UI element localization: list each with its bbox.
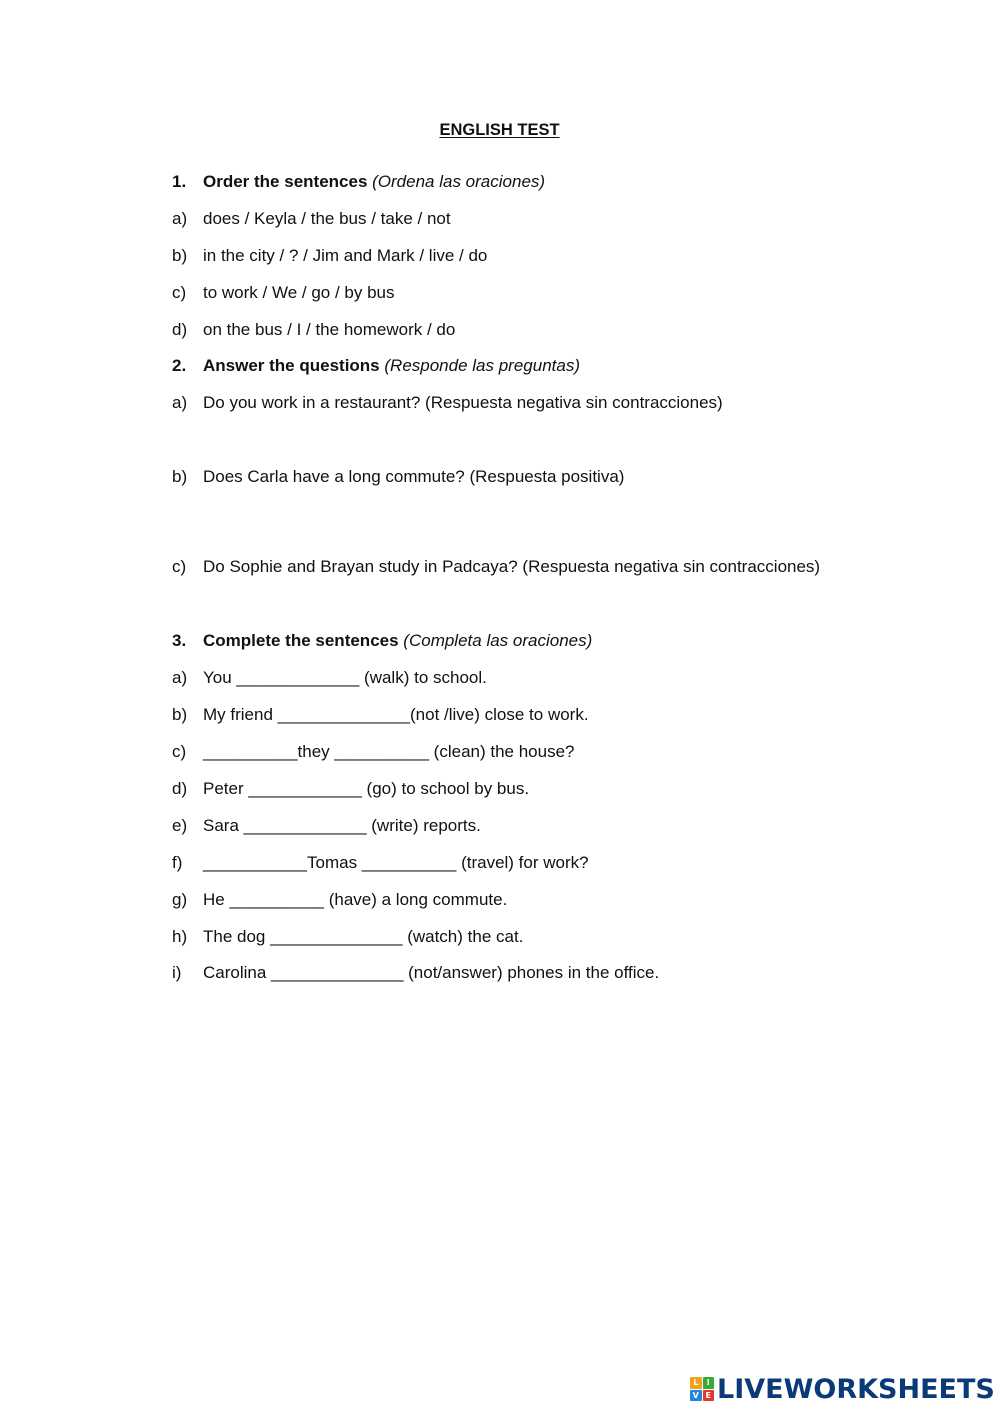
item-label: c) (172, 742, 187, 761)
list-item (172, 815, 481, 837)
item-label: b) (172, 467, 188, 486)
section-heading-order (172, 171, 545, 193)
section-heading-answer (172, 355, 580, 377)
item-text: Does Carla have a long commute? (Respuesta positiva) (203, 467, 625, 486)
list-item (172, 778, 529, 800)
list-item (172, 852, 589, 874)
list-item (172, 889, 507, 911)
item-text: Do you work in a restaurant? (Respuesta negativa sin contracciones) (203, 393, 723, 412)
list-item (172, 962, 659, 984)
section-number: 2. (172, 356, 187, 375)
item-label: b) (172, 246, 188, 265)
list-item (172, 556, 820, 578)
list-item (172, 208, 451, 230)
section-heading-text: Complete the sentences (203, 631, 399, 650)
item-label: d) (172, 779, 188, 798)
list-item (172, 926, 523, 948)
item-label: g) (172, 890, 188, 909)
item-text: to work / We / go / by bus (203, 283, 395, 302)
logo-mark-tile: E (703, 1390, 715, 1402)
logo-mark-tile: V (690, 1390, 702, 1402)
item-text: Do Sophie and Brayan study in Padcaya? (Respuesta negativa sin contracciones) (203, 557, 821, 576)
item-label: c) (172, 557, 187, 576)
section-heading-text: Order the sentences (203, 172, 368, 191)
liveworksheets-logo (690, 1374, 995, 1404)
list-item (172, 667, 487, 689)
item-text: __________they __________ (clean) the house? (203, 742, 575, 761)
item-text: on the bus / I / the homework / do (203, 320, 456, 339)
list-item (172, 466, 624, 488)
logo-mark-tile: L (690, 1377, 702, 1389)
list-item (172, 741, 575, 763)
logo-mark-tile: I (703, 1377, 715, 1389)
item-text: Peter ____________ (go) to school by bus. (203, 779, 530, 798)
section-heading-complete (172, 630, 592, 652)
list-item (172, 245, 487, 267)
page-title: ENGLISH TEST (439, 121, 560, 139)
section-hint: (Ordena las oraciones) (372, 172, 546, 191)
section-heading-text: Answer the questions (203, 356, 380, 375)
item-text: You _____________ (walk) to school. (203, 668, 487, 687)
list-item (172, 392, 723, 414)
item-label: f) (172, 853, 183, 872)
list-item (172, 282, 395, 304)
item-label: b) (172, 705, 188, 724)
item-text: does / Keyla / the bus / take / not (203, 209, 451, 228)
item-label: c) (172, 283, 187, 302)
logo-icon (690, 1377, 714, 1401)
item-text: Sara _____________ (write) reports. (203, 816, 481, 835)
section-hint: (Completa las oraciones) (403, 631, 593, 650)
section-hint: (Responde las preguntas) (384, 356, 580, 375)
list-item (172, 319, 455, 341)
section-number: 3. (172, 631, 187, 650)
item-label: a) (172, 209, 188, 228)
item-label: d) (172, 320, 188, 339)
item-label: h) (172, 927, 188, 946)
logo-text: LIVEWORKSHEETS (717, 1373, 995, 1405)
item-text: in the city / ? / Jim and Mark / live / do (203, 246, 488, 265)
item-text: ___________Tomas __________ (travel) for work? (203, 853, 589, 872)
section-number: 1. (172, 172, 187, 191)
item-text: My friend ______________(not /live) close to work. (203, 705, 589, 724)
item-text: He __________ (have) a long commute. (203, 890, 508, 909)
item-label: i) (172, 963, 182, 982)
item-label: e) (172, 816, 188, 835)
item-label: a) (172, 393, 188, 412)
item-text: The dog ______________ (watch) the cat. (203, 927, 524, 946)
item-label: a) (172, 668, 188, 687)
item-text: Carolina ______________ (not/answer) phones in the office. (203, 963, 660, 982)
list-item (172, 704, 589, 726)
